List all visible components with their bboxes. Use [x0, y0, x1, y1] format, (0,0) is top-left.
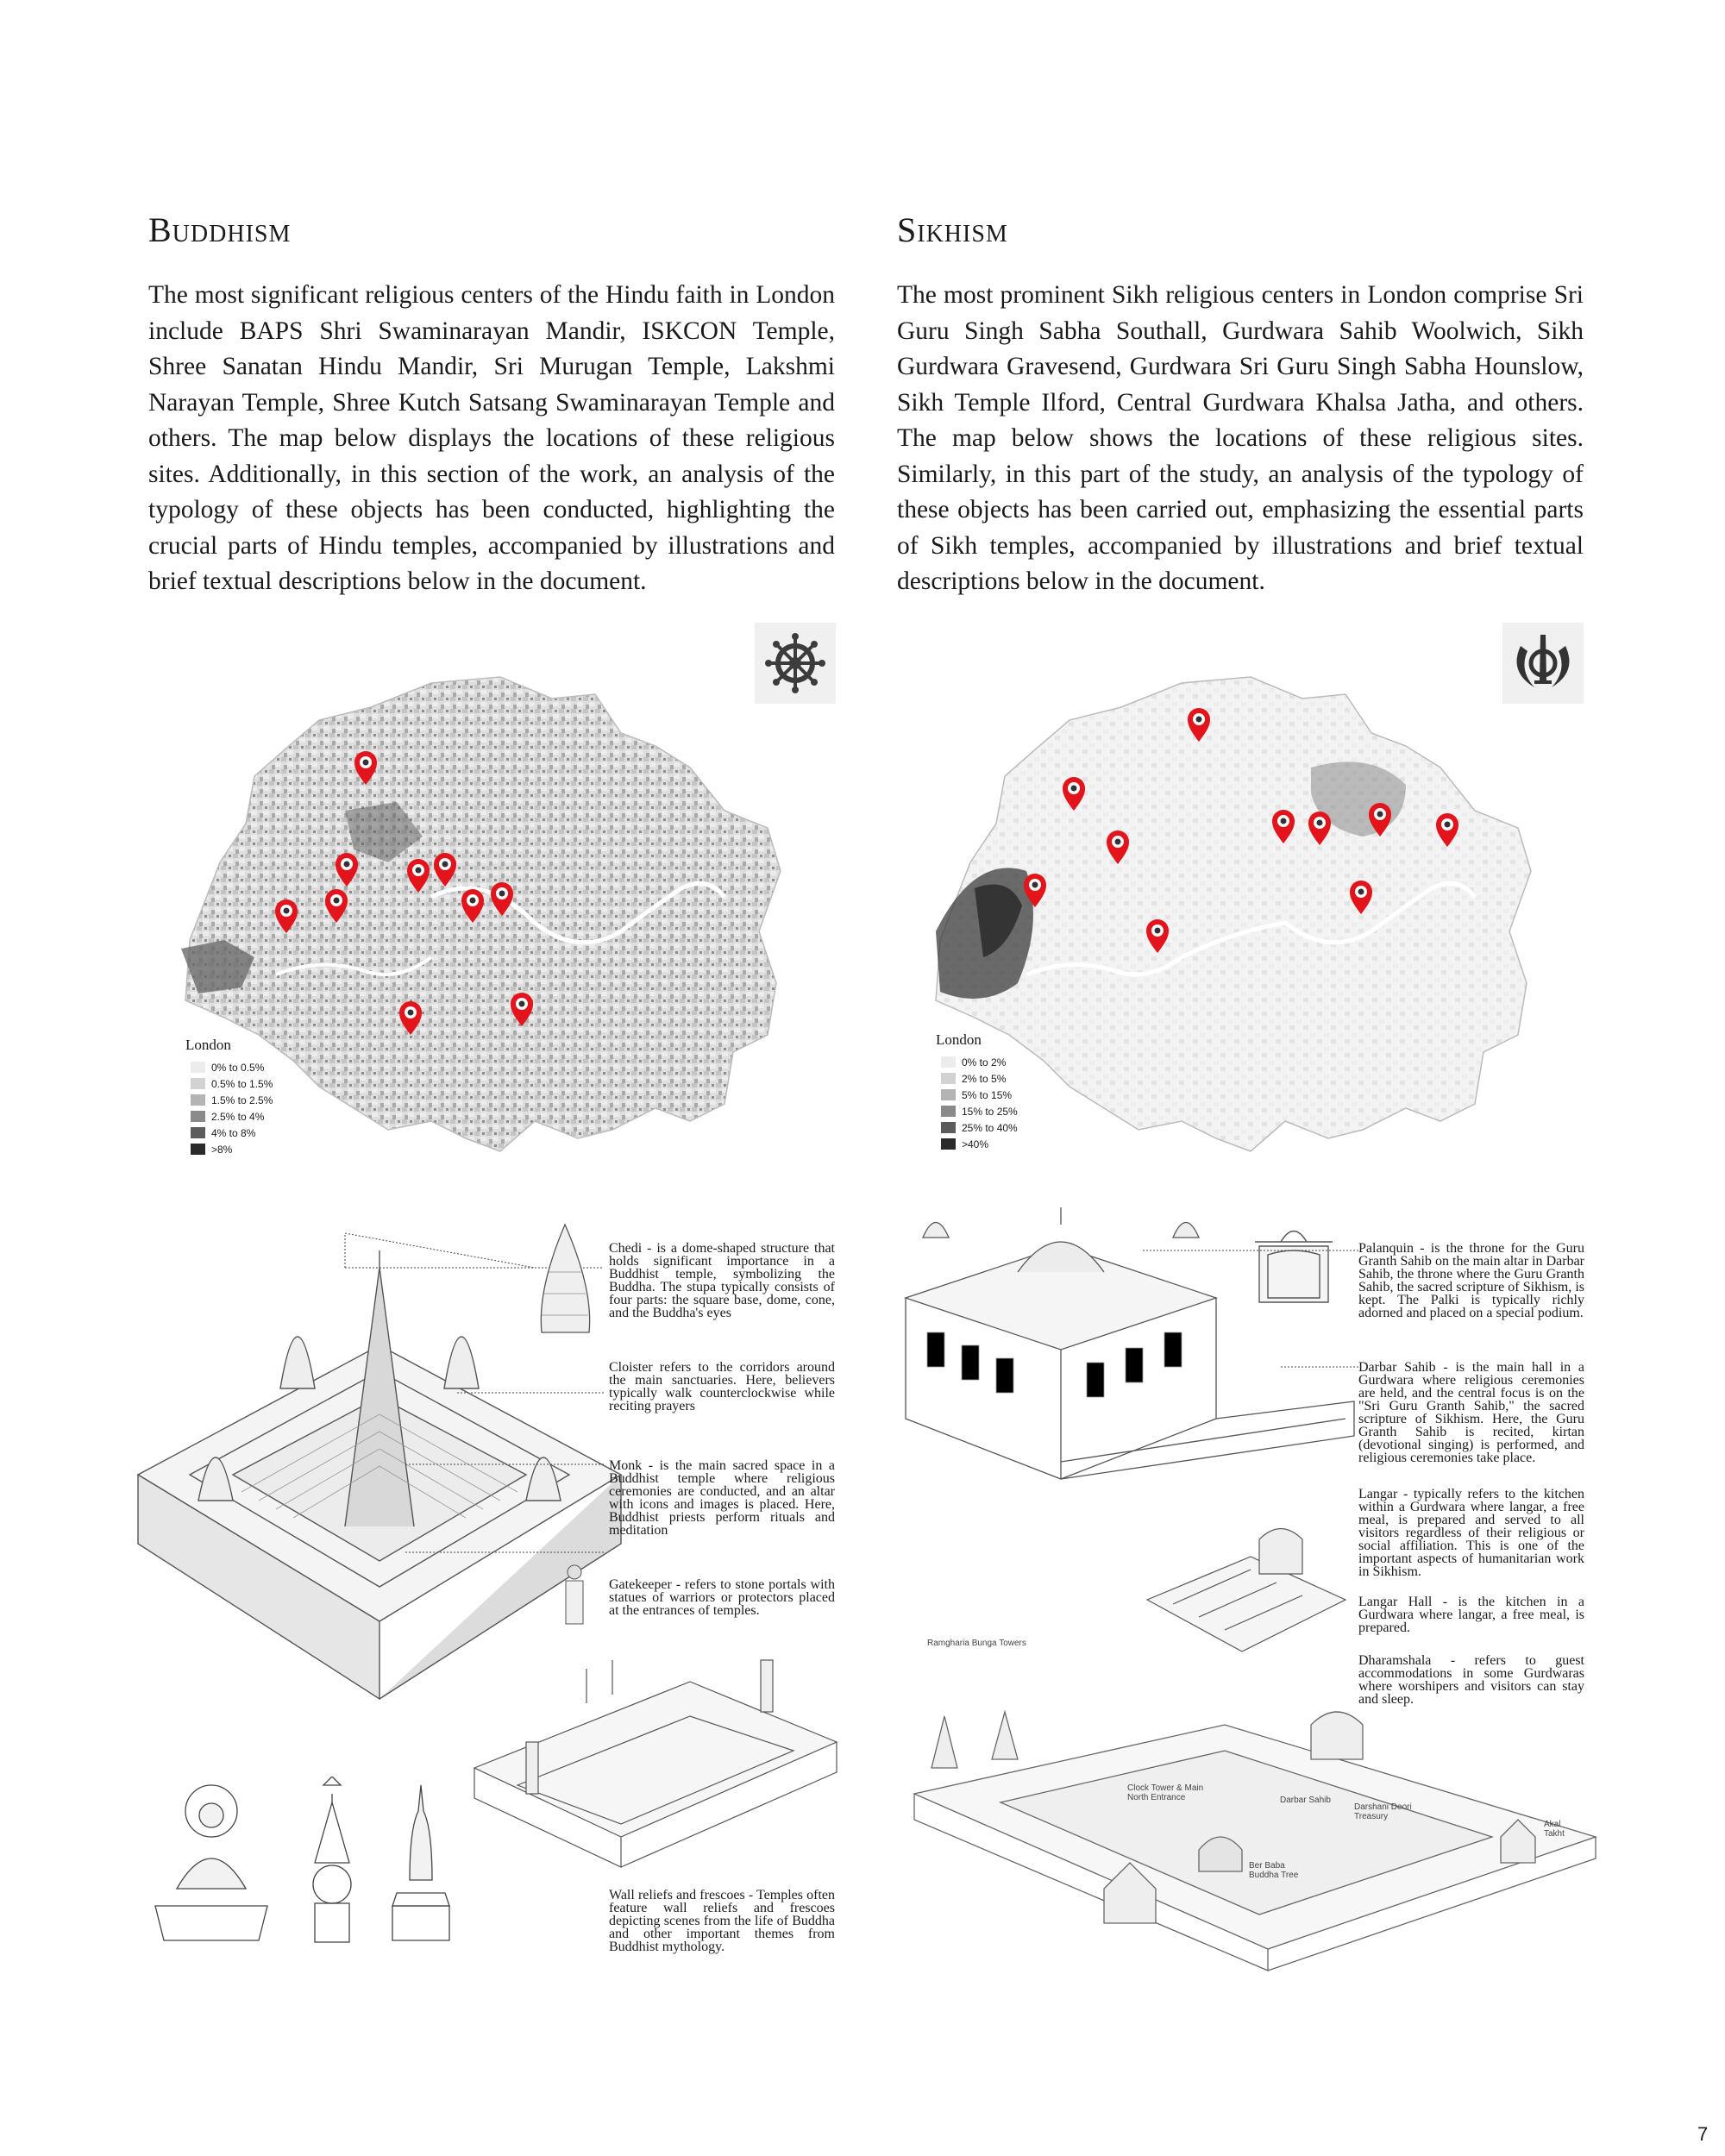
buddhism-heading: Buddhism: [148, 210, 292, 249]
legend-row: >8%: [185, 1141, 273, 1157]
legend-row: >40%: [936, 1136, 1018, 1152]
legend-row: 0.5% to 1.5%: [185, 1075, 273, 1092]
legend-row: 15% to 25%: [936, 1103, 1018, 1119]
clock-tower-label: Clock Tower & Main North Entrance: [1127, 1783, 1204, 1802]
legend-row: 25% to 40%: [936, 1119, 1018, 1136]
legend-row: 4% to 8%: [185, 1125, 273, 1141]
gatekeeper-illustration: [559, 1559, 589, 1628]
dharamshala-note: Dharamshala - refers to guest accommodations in some Gurdwaras where worshipers and visitors can stay and sleep.: [1358, 1653, 1584, 1707]
sikhism-intro: The most prominent Sikh religious centers in London comprise Sri Guru Singh Sabha Southall, Gurdwara Sahib Woolwich, Sikh Gurdwara Gravesend, Gurdwara Sri Guru Singh Sabha Hounslow, Sikh Temple Ilford, Central Gurdwara Khalsa Jatha, and others. The map below shows the locations of these religious sites. Similarly, in this part of the study, an analysis of the typology of these objects has been carried out, emphasizing the essential parts of Sikh temples, accompanied by illustrations and brief textual descriptions below in the document.: [897, 281, 1584, 595]
ramgharia-label: Ramgharia Bunga Towers: [927, 1639, 1026, 1648]
darbar-sahib-note: Darbar Sahib - is the main hall in a Gurdwara where religious ceremonies are held, and the central focus is on the "Sri Guru Granth Sahib," the sacred scripture of Sikhism. Here, the Guru Granth Sahib is recited, kirtan (devotional singing) is performed, and religious ceremonies take place.: [1358, 1360, 1584, 1465]
chedi-illustration: [533, 1220, 598, 1341]
langar-hall-note: Langar Hall - is the kitchen in a Gurdwara where langar, a free meal, is prepared.: [1358, 1595, 1584, 1635]
legend-title: London: [185, 1037, 231, 1053]
legend-row: 0% to 0.5%: [185, 1059, 273, 1075]
palanquin-note: Palanquin - is the throne for the Guru Granth Sahib on the main altar in Darbar Sahib, the throne where the Guru Granth Sahib, the sacred scripture of Sikhism, is kept. The Palki is typically richly adorned and placed on a special podium.: [1358, 1241, 1584, 1320]
monk-note: Monk - is the main sacred space in a Buddhist temple where religious ceremonies are conducted, and an altar with icons and images is placed. Here, Buddhist priests perform rituals and meditation: [609, 1458, 835, 1538]
legend-row: 1.5% to 2.5%: [185, 1092, 273, 1108]
darbar-sahib-label: Darbar Sahib: [1280, 1796, 1331, 1805]
golden-temple-complex-illustration: [897, 1664, 1604, 1975]
legend-title: London: [936, 1031, 982, 1048]
sikhism-heading: Sikhism: [897, 210, 1008, 249]
page-number: 7: [1697, 2123, 1709, 2145]
wall-relief-note: Wall reliefs and frescoes - Temples often feature wall reliefs and frescoes depicting scenes from the life of Buddha and other important themes from Buddhist mythology.: [609, 1888, 835, 1954]
chedi-note: Chedi - is a dome-shaped structure that holds significant importance in a Buddhist temple, symbolizing the Buddha. The stupa typically consists of four parts: the square base, dome, cone, and the Buddha's eyes: [609, 1241, 835, 1320]
legend-row: 0% to 2%: [936, 1054, 1018, 1070]
langar-note: Langar - typically refers to the kitchen within a Gurdwara where langar, a free meal, is prepared and served to all visitors regardless of their religious or social affiliation. This is one of the important aspects of humanitarian work in Sikhism.: [1358, 1487, 1584, 1579]
sikhism-map-legend: [936, 1031, 1018, 1152]
langar-hall-illustration: [1138, 1522, 1354, 1669]
legend-row: 2.5% to 4%: [185, 1108, 273, 1125]
akal-takht-label: Akal Takht: [1544, 1820, 1565, 1839]
ber-baba-label: Ber Baba Buddha Tree: [1249, 1861, 1299, 1880]
wall-relief-illustration: [466, 1656, 845, 1871]
sikhism-london-map: [923, 673, 1578, 1156]
darshani-label: Darshani Deori Treasury: [1354, 1802, 1412, 1821]
buddha-stupa-illustrations: [147, 1777, 483, 1949]
gatekeeper-note: Gatekeeper - refers to stone portals with statues of warriors or protectors placed at the entrances of temples.: [609, 1577, 835, 1618]
legend-row: 2% to 5%: [936, 1070, 1018, 1087]
sikhism-leader-lines: [1143, 1242, 1367, 1561]
cloister-note: Cloister refers to the corridors around the main sanctuaries. Here, believers typically walk counterclockwise while reciting prayers: [609, 1360, 835, 1413]
buddhism-intro: The most significant religious centers of the Hindu faith in London include BAPS Shri Swaminarayan Mandir, ISKCON Temple, Shree Sanatan Hindu Mandir, Sri Murugan Temple, Lakshmi Narayan Temple, Shree Kutch Satsang Swaminarayan Temple and others. The map below displays the locations of these religious sites. Additionally, in this section of the work, an analysis of the typology of these objects has been conducted, highlighting the crucial parts of Hindu temples, accompanied by illustrations and brief textual descriptions below in the document.: [148, 281, 835, 595]
legend-row: 5% to 15%: [936, 1087, 1018, 1103]
buddhism-map-legend: [185, 1037, 273, 1157]
